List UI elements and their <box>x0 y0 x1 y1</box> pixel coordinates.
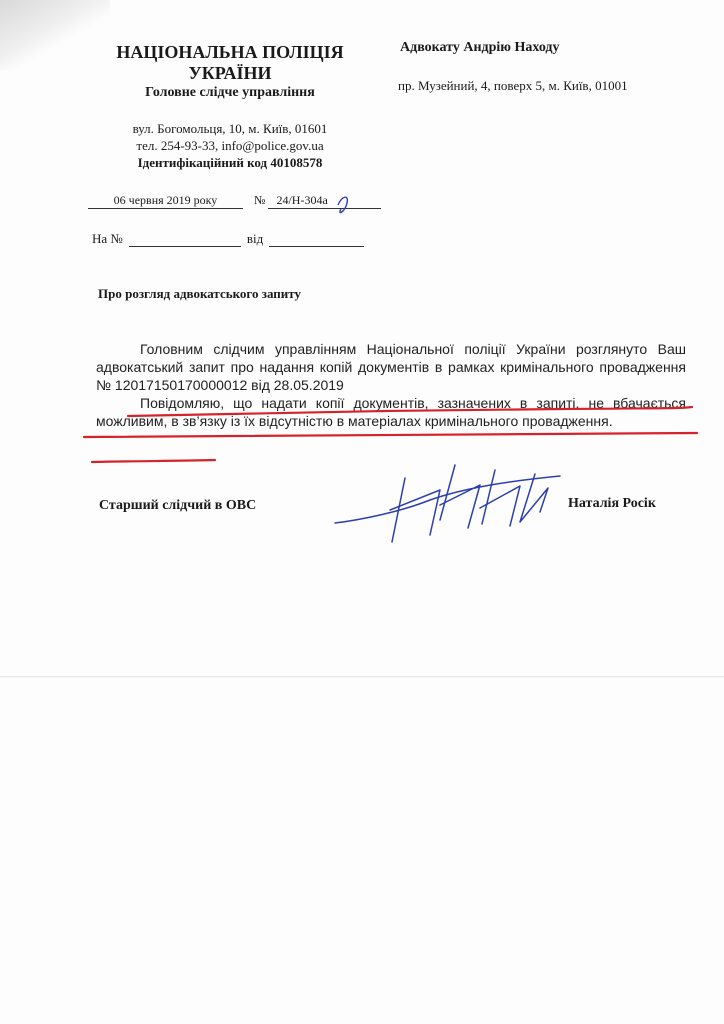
red-underline-3 <box>92 460 215 462</box>
red-underline-marks <box>84 407 697 462</box>
reference-from-label: від <box>246 231 264 246</box>
org-department: Головне слідче управління <box>145 85 315 100</box>
outgoing-number: 24/Н-304а <box>268 193 381 209</box>
org-address: вул. Богомольця, 10, м. Київ, 01601 <box>132 121 328 136</box>
outgoing-date: 06 червня 2019 року <box>88 193 243 209</box>
subject-line: Про розгляд адвокатського запиту <box>98 286 301 301</box>
outgoing-number-label: № <box>254 193 266 207</box>
org-name: НАЦІОНАЛЬНА ПОЛІЦІЯ УКРАЇНИ <box>116 42 344 83</box>
org-id-code: Ідентифікаційний код 40108578 <box>137 155 323 170</box>
org-contacts: тел. 254-93-33, info@police.gov.ua <box>136 138 324 153</box>
red-underline-1 <box>128 407 692 416</box>
body-paragraph-2: Повідомляю, що надати копії документів, зазначених в запиті, не вбачається можливим, в зв’язку із їх відсутністю в матеріалах кримінального провадження. <box>96 395 686 429</box>
recipient-name: Адвокату Андрію Находу <box>400 40 560 55</box>
signatory-position: Старший слідчий в ОВС <box>99 498 257 513</box>
red-underline-2 <box>84 433 697 437</box>
signature-scribble <box>335 465 560 542</box>
reference-number-label: На № <box>92 231 123 246</box>
number-suffix-handwriting <box>338 197 347 212</box>
recipient-address: пр. Музейний, 4, поверх 5, м. Київ, 01001 <box>398 78 628 93</box>
body-paragraph-1: Головним слідчим управлінням Національної поліції України розглянуто Ваш адвокатський запит про надання копій документів в рамках кримінального провадження № 12017150170000012 від 28.05.2019 <box>96 341 686 393</box>
signatory-name: Наталія Росік <box>568 496 656 511</box>
